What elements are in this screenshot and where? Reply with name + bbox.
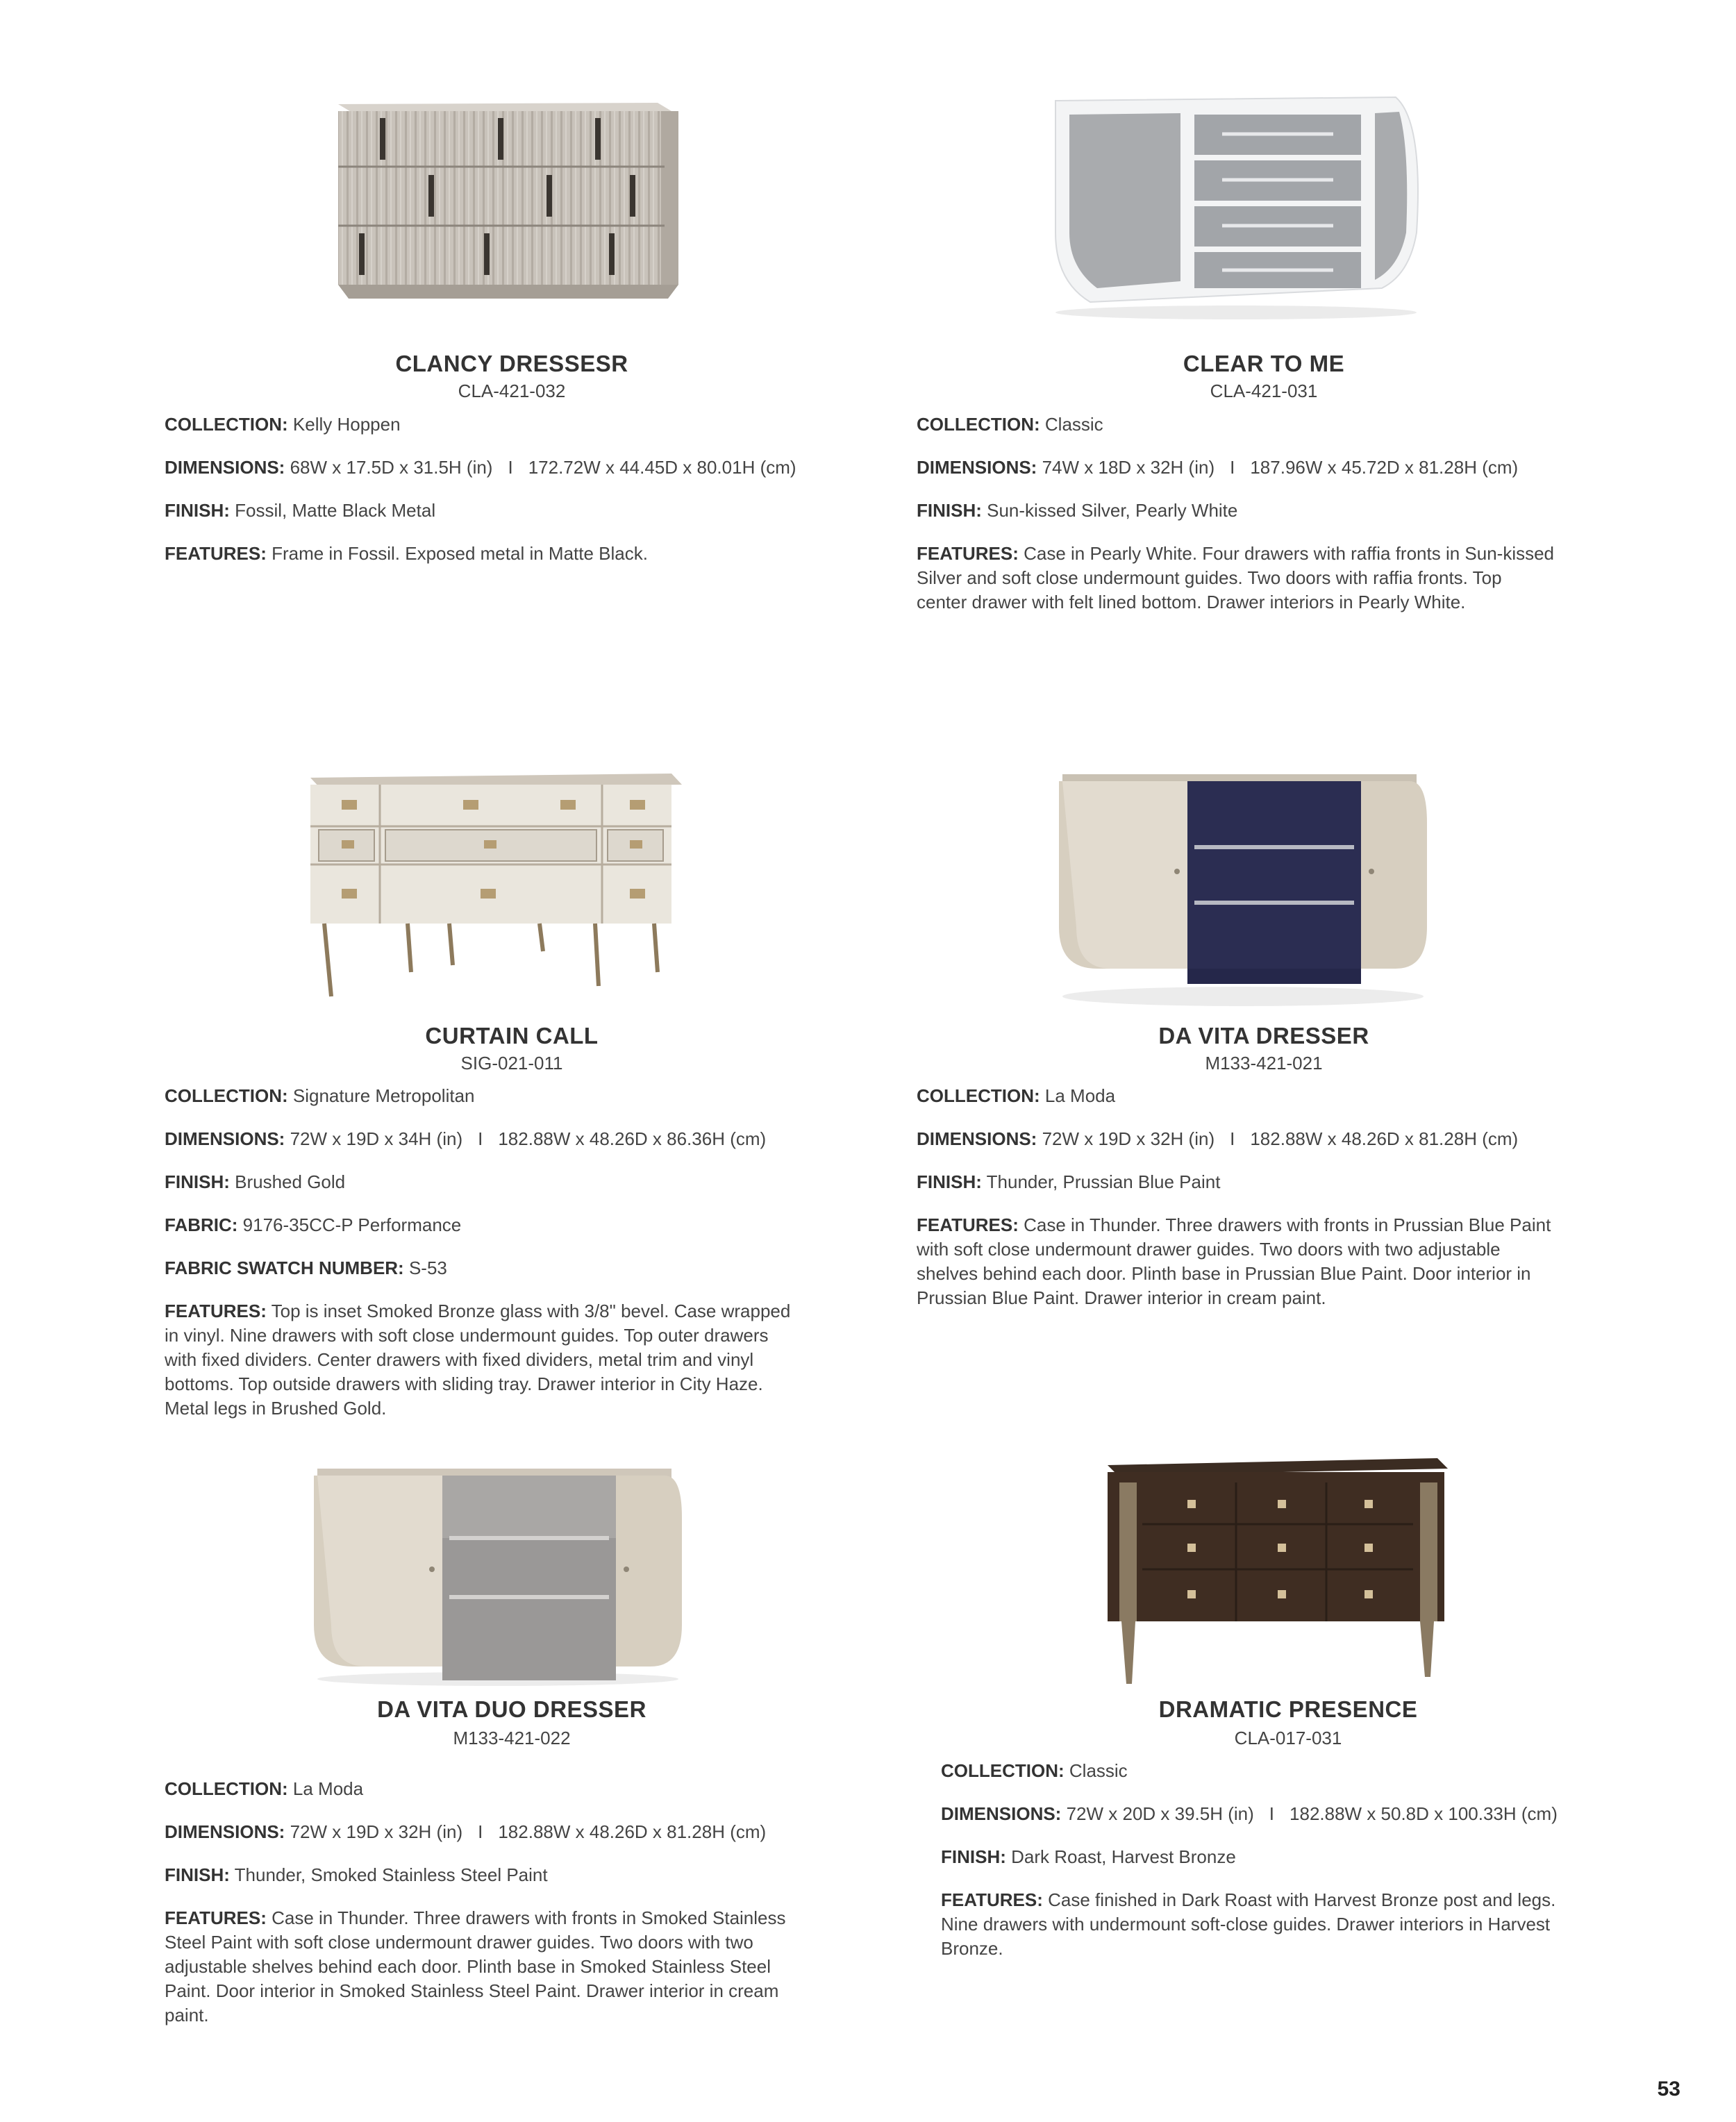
features-line: Bronze. [941,1938,1003,1959]
features-line: bottoms. Top outside drawers with sliding tray. Drawer interior in City Haze. [165,1373,763,1394]
finish-value: Dark Roast, Harvest Bronze [1011,1846,1236,1867]
finish-value: Thunder, Smoked Stainless Steel Paint [234,1864,548,1885]
collection-line [941,1759,1635,1783]
features-line: shelves behind each door. Plinth base in Prussian Blue Paint. Door interior in [917,1263,1531,1284]
features-line: Prussian Blue Paint. Drawer interior in cream paint. [917,1287,1326,1308]
features-block [165,1299,859,1421]
features-line: FEATURES: Case in Thunder. Three drawers with fronts in Smoked Stainless [165,1907,786,1928]
finish-line [165,1170,859,1194]
dimensions-label: DIMENSIONS: [917,457,1037,478]
fabric-line [165,1213,859,1237]
features-line: Paint. Door interior in Smoked Stainless Steel Paint. Drawer interior in cream [165,1980,779,2001]
dimensions-label: DIMENSIONS: [941,1803,1062,1824]
features-label: FEATURES: [917,1214,1019,1235]
collection-value: Signature Metropolitan [292,1085,475,1106]
finish-label: FINISH: [165,1171,230,1192]
dimensions-separator: I [478,1128,483,1149]
swatch-label: FABRIC SWATCH NUMBER: [165,1258,404,1278]
product-sku: CLA-421-032 [458,381,566,401]
finish-value: Sun-kissed Silver, Pearly White [987,500,1238,521]
dimensions-separator: I [1269,1803,1275,1824]
features-line [165,542,859,566]
features-line: Steel Paint with soft close undermount drawer guides. Two doors with two [165,1932,753,1953]
features-value: Frame in Fossil. Exposed metal in Matte Black. [272,543,648,564]
product-title: DA VITA DRESSER [1158,1023,1369,1049]
dimensions-label: DIMENSIONS: [165,1128,285,1149]
dimensions-cm: 187.96W x 45.72D x 81.28H (cm) [1250,457,1519,478]
dimensions-in: 72W x 19D x 32H (in) [1042,1128,1215,1149]
collection-value: La Moda [292,1778,364,1799]
swatch-value: S-53 [408,1258,447,1278]
dimensions-cm: 182.88W x 48.26D x 81.28H (cm) [498,1821,767,1842]
collection-label: COLLECTION: [917,414,1040,435]
product-sku: M133-421-021 [1205,1053,1323,1073]
features-line: with fixed dividers. Center drawers with fixed dividers, metal trim and vinyl [165,1349,754,1370]
finish-value: Thunder, Prussian Blue Paint [986,1171,1221,1192]
dramatic-presence-photo [1104,1455,1451,1691]
finish-value: Brushed Gold [235,1171,346,1192]
swatch-line [165,1256,859,1280]
dimensions-label: DIMENSIONS: [165,1821,285,1842]
dimensions-line [165,1127,859,1151]
finish-label: FINISH: [941,1846,1006,1867]
features-block [941,1888,1635,1961]
product-sku: CLA-421-031 [1210,381,1318,401]
product-title: DRAMATIC PRESENCE [1158,1696,1418,1722]
dimensions-separator: I [1230,1128,1235,1149]
collection-line [165,1777,859,1801]
product-sku: CLA-017-031 [1234,1728,1342,1748]
collection-label: COLLECTION: [917,1085,1040,1106]
finish-line [165,1863,859,1887]
dimensions-line [165,1820,859,1844]
page-number: 53 [1657,2078,1680,2100]
finish-line [917,499,1611,523]
dimensions-separator: I [508,457,513,478]
dimensions-in: 68W x 17.5D x 31.5H (in) [290,457,493,478]
dimensions-cm: 172.72W x 44.45D x 80.01H (cm) [528,457,796,478]
finish-label: FINISH: [165,500,230,521]
dimensions-separator: I [1230,457,1235,478]
product-title: CLEAR TO ME [1183,351,1345,376]
features-label: FEATURES: [165,1301,267,1321]
collection-value: Kelly Hoppen [292,414,401,435]
collection-line [165,1084,859,1108]
finish-label: FINISH: [165,1864,230,1885]
collection-label: COLLECTION: [165,414,288,435]
finish-line [165,499,859,523]
dimensions-line [165,456,859,480]
features-line: adjustable shelves behind each door. Plinth base in Smoked Stainless Steel [165,1956,771,1977]
finish-label: FINISH: [917,500,982,521]
dimensions-in: 74W x 18D x 32H (in) [1042,457,1215,478]
features-label: FEATURES: [165,1907,267,1928]
product-title: CLANCY DRESSESR [395,351,628,376]
finish-label: FINISH: [917,1171,982,1192]
product-title: CURTAIN CALL [425,1023,599,1049]
product-sku: M133-421-022 [453,1728,571,1748]
fabric-value: 9176-35CC-P Performance [242,1214,462,1235]
features-line: Metal legs in Brushed Gold. [165,1398,387,1419]
dimensions-in: 72W x 19D x 32H (in) [290,1821,463,1842]
dimensions-line [917,456,1611,480]
collection-label: COLLECTION: [165,1085,288,1106]
fabric-label: FABRIC: [165,1214,238,1235]
collection-line [917,1084,1611,1108]
features-line: Silver and soft close undermount guides. Two doors with raffia fronts. Top [917,567,1502,588]
dimensions-in: 72W x 20D x 39.5H (in) [1066,1803,1254,1824]
features-label: FEATURES: [165,543,267,564]
features-label: FEATURES: [917,543,1019,564]
finish-value: Fossil, Matte Black Metal [235,500,436,521]
features-line: FEATURES: Case in Thunder. Three drawers with fronts in Prussian Blue Paint [917,1214,1551,1235]
da-vita-dresser-photo [1049,760,1437,1010]
collection-label: COLLECTION: [941,1760,1065,1781]
features-line: center drawer with felt lined bottom. Drawer interiors in Pearly White. [917,592,1466,612]
collection-value: La Moda [1044,1085,1116,1106]
dimensions-in: 72W x 19D x 34H (in) [290,1128,463,1149]
collection-value: Classic [1069,1760,1128,1781]
dimensions-line [941,1802,1635,1826]
features-line: with soft close undermount drawer guides. Two doors with two adjustable [917,1239,1501,1260]
da-vita-duo-dresser-photo [303,1458,692,1687]
dimensions-label: DIMENSIONS: [917,1128,1037,1149]
features-label: FEATURES: [941,1889,1043,1910]
curtain-call-photo [303,764,692,1000]
collection-value: Classic [1044,414,1103,435]
dimensions-line [917,1127,1611,1151]
features-line: FEATURES: Case in Pearly White. Four drawers with raffia fronts in Sun-kissed [917,543,1555,564]
dimensions-cm: 182.88W x 50.8D x 100.33H (cm) [1290,1803,1558,1824]
features-block [917,542,1611,615]
collection-line [917,412,1611,437]
features-line: FEATURES: Top is inset Smoked Bronze glass with 3/8" bevel. Case wrapped [165,1301,791,1321]
product-sku: SIG-021-011 [460,1053,563,1073]
features-line: FEATURES: Case finished in Dark Roast with Harvest Bronze post and legs. [941,1889,1556,1910]
features-line: Nine drawers with undermount soft-close guides. Drawer interiors in Harvest [941,1914,1551,1935]
dimensions-cm: 182.88W x 48.26D x 81.28H (cm) [1250,1128,1519,1149]
finish-line [917,1170,1611,1194]
dimensions-cm: 182.88W x 48.26D x 86.36H (cm) [498,1128,767,1149]
product-title: DA VITA DUO DRESSER [377,1696,646,1722]
dimensions-label: DIMENSIONS: [165,457,285,478]
dimensions-separator: I [478,1821,483,1842]
finish-line [941,1845,1635,1869]
features-block [917,1213,1611,1310]
features-line: in vinyl. Nine drawers with soft close undermount guides. Top outer drawers [165,1325,769,1346]
features-block [165,1906,859,2028]
collection-label: COLLECTION: [165,1778,288,1799]
clear-to-me-photo [1049,94,1424,323]
clancy-dresser-photo [317,97,692,319]
features-line: paint. [165,2005,209,2025]
collection-line [165,412,859,437]
